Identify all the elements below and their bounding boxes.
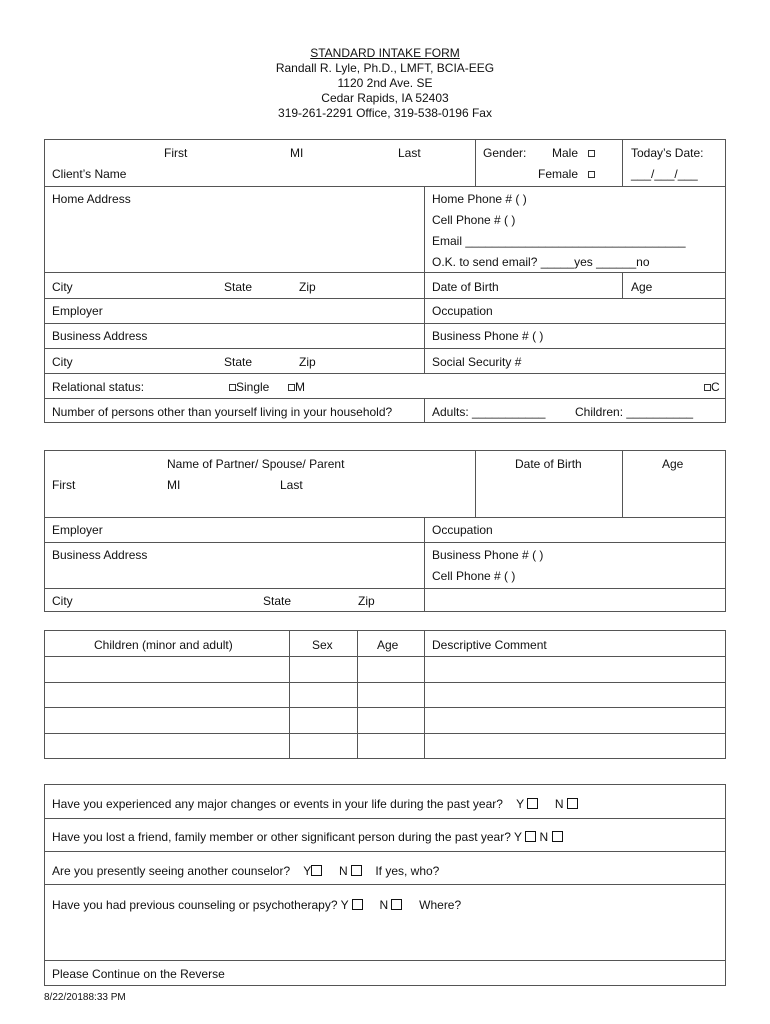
question-loss: Have you lost a friend, family member or other significant person during the past year? Y N bbox=[52, 830, 563, 844]
business-city-label: City bbox=[52, 355, 73, 369]
questions-table bbox=[44, 784, 726, 986]
q4-yes-checkbox[interactable] bbox=[352, 899, 363, 910]
female-checkbox[interactable] bbox=[588, 171, 595, 178]
male-checkbox[interactable] bbox=[588, 150, 595, 157]
q1-yes-checkbox[interactable] bbox=[527, 798, 538, 809]
gender-female-option[interactable]: Female bbox=[538, 167, 595, 181]
partner-occupation-label: Occupation bbox=[432, 523, 493, 537]
q2-yes-checkbox[interactable] bbox=[525, 831, 536, 842]
provider-name: Randall R. Lyle, Ph.D., LMFT, BCIA-EEG bbox=[275, 61, 495, 75]
gender-label: Gender: bbox=[483, 146, 527, 160]
adults-field[interactable]: Adults: ___________ bbox=[432, 405, 546, 419]
partner-state-label: State bbox=[263, 594, 292, 608]
question-previous-counseling: Have you had previous counseling or psychotherapy? Y N Where? bbox=[52, 898, 462, 912]
employer-label: Employer bbox=[52, 304, 103, 318]
form-title: STANDARD INTAKE FORM bbox=[310, 46, 460, 60]
q4-no-checkbox[interactable] bbox=[391, 899, 402, 910]
social-security-label: Social Security # bbox=[432, 355, 522, 369]
partner-business-address-label: Business Address bbox=[52, 548, 148, 562]
continue-note: Please Continue on the Reverse bbox=[52, 967, 225, 981]
partner-heading: Name of Partner/ Spouse/ Parent bbox=[167, 457, 345, 471]
provider-address-street: 1120 2nd Ave. SE bbox=[337, 76, 433, 90]
business-zip-label: Zip bbox=[299, 355, 316, 369]
business-state-label: State bbox=[224, 355, 253, 369]
todays-date-label: Today’s Date: bbox=[631, 146, 704, 160]
partner-age-label: Age bbox=[662, 457, 684, 471]
gender-male-option[interactable]: Male bbox=[552, 146, 595, 160]
q1-no-checkbox[interactable] bbox=[567, 798, 578, 809]
business-address-label: Business Address bbox=[52, 329, 148, 343]
client-info-table bbox=[44, 139, 726, 423]
footer-timestamp: 8/22/20188:33 PM bbox=[44, 992, 126, 1003]
question-life-changes: Have you experienced any major changes or events in your life during the past year? Y N bbox=[52, 797, 578, 811]
children-header-comment: Descriptive Comment bbox=[432, 638, 547, 652]
partner-business-phone-field[interactable]: Business Phone # ( ) bbox=[432, 548, 544, 562]
age-label: Age bbox=[631, 280, 653, 294]
client-first-label: First bbox=[164, 146, 188, 160]
partner-city-label: City bbox=[52, 594, 73, 608]
q3-yes-checkbox[interactable] bbox=[311, 865, 322, 876]
relational-married-option[interactable]: M bbox=[288, 380, 305, 394]
client-last-label: Last bbox=[398, 146, 421, 160]
partner-employer-label: Employer bbox=[52, 523, 103, 537]
q2-no-checkbox[interactable] bbox=[552, 831, 563, 842]
household-persons-label: Number of persons other than yourself living in your household? bbox=[52, 405, 393, 419]
client-name-label: Client’s Name bbox=[52, 167, 127, 181]
email-field[interactable]: Email _________________________________ bbox=[432, 234, 686, 248]
partner-dob-label: Date of Birth bbox=[515, 457, 582, 471]
children-header-sex: Sex bbox=[312, 638, 333, 652]
client-mi-label: MI bbox=[290, 146, 304, 160]
partner-zip-label: Zip bbox=[358, 594, 375, 608]
question-current-counselor: Are you presently seeing another counselor? Y N If yes, who? bbox=[52, 864, 440, 878]
table-row[interactable] bbox=[44, 734, 726, 759]
state-label: State bbox=[224, 280, 253, 294]
home-phone-field[interactable]: Home Phone # ( ) bbox=[432, 192, 527, 206]
relational-status-label: Relational status: bbox=[52, 380, 145, 394]
relational-c-option[interactable]: C bbox=[704, 380, 720, 394]
partner-mi-label: MI bbox=[167, 478, 181, 492]
c-checkbox[interactable] bbox=[704, 384, 711, 391]
occupation-label: Occupation bbox=[432, 304, 493, 318]
city-label: City bbox=[52, 280, 73, 294]
relational-single-option[interactable]: Single bbox=[229, 380, 269, 394]
home-address-label: Home Address bbox=[52, 192, 131, 206]
todays-date-field[interactable]: ___/___/___ bbox=[631, 167, 698, 181]
married-checkbox[interactable] bbox=[288, 384, 295, 391]
business-phone-field[interactable]: Business Phone # ( ) bbox=[432, 329, 544, 343]
provider-address-city: Cedar Rapids, IA 52403 bbox=[321, 91, 449, 105]
children-header-name: Children (minor and adult) bbox=[94, 638, 233, 652]
date-of-birth-label: Date of Birth bbox=[432, 280, 499, 294]
table-row[interactable] bbox=[44, 657, 726, 682]
partner-first-label: First bbox=[52, 478, 76, 492]
table-row[interactable] bbox=[44, 683, 726, 707]
single-checkbox[interactable] bbox=[229, 384, 236, 391]
ok-email-field[interactable]: O.K. to send email? _____yes ______no bbox=[432, 255, 650, 269]
zip-label: Zip bbox=[299, 280, 316, 294]
table-row[interactable] bbox=[44, 708, 726, 733]
q3-no-checkbox[interactable] bbox=[351, 865, 362, 876]
children-header-age: Age bbox=[377, 638, 399, 652]
cell-phone-field[interactable]: Cell Phone # ( ) bbox=[432, 213, 516, 227]
provider-phone-fax: 319-261-2291 Office, 319-538-0196 Fax bbox=[278, 106, 492, 120]
children-field[interactable]: Children: __________ bbox=[575, 405, 694, 419]
partner-cell-phone-field[interactable]: Cell Phone # ( ) bbox=[432, 569, 516, 583]
partner-last-label: Last bbox=[280, 478, 303, 492]
